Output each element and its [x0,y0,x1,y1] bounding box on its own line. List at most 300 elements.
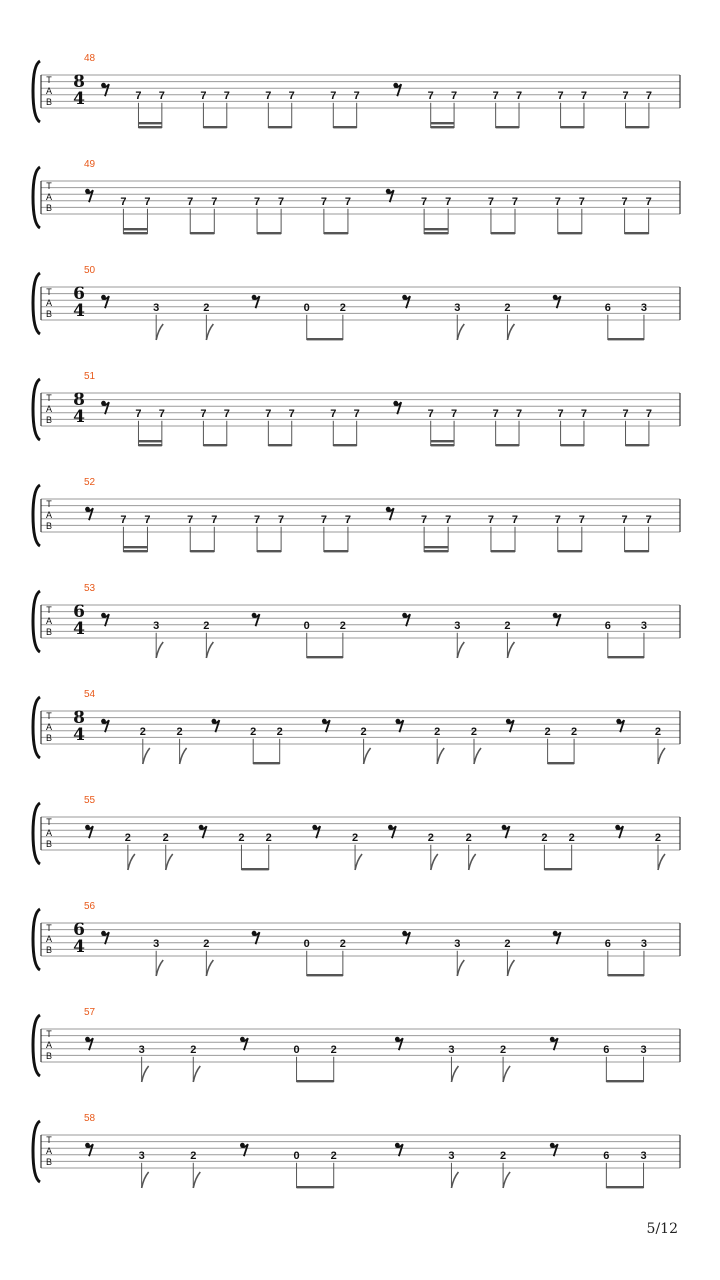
tab-clef-letter: A [45,510,53,520]
eighth-rest [402,295,410,308]
tab-clef-letter: T [46,711,52,721]
fret-number: 7 [580,89,588,102]
eighth-rest [553,931,561,944]
time-signature-bottom: 4 [73,89,85,109]
note-beam [268,444,291,446]
note-flag [166,854,173,870]
fret-number: 7 [445,195,452,208]
fret-number: 6 [604,937,611,950]
eighth-rest [393,83,401,96]
system-brace [33,591,40,652]
note-beam [626,126,649,128]
fret-number: 7 [515,89,523,102]
measure-number: 50 [84,265,96,276]
eighth-rest [101,401,109,414]
eighth-rest [395,719,403,732]
fret-number: 7 [515,407,523,420]
tab-clef-letter: T [46,75,52,85]
fret-number: 7 [158,89,165,102]
fret-number: 0 [303,937,310,950]
fret-number: 3 [640,301,648,314]
fret-number: 7 [278,195,285,208]
time-signature-top: 8 [73,72,85,92]
fret-number: 7 [554,195,561,208]
fret-number: 3 [640,1149,647,1162]
note-beam [424,228,448,230]
fret-number: 0 [303,301,310,314]
note-beam [626,444,649,446]
note-flag [457,960,464,976]
note-flag [128,854,135,870]
eighth-rest [402,931,410,944]
eighth-rest [386,189,394,202]
fret-number: 0 [303,619,310,632]
fret-number: 7 [645,407,652,420]
note-beam [324,232,348,234]
fret-number: 2 [203,619,210,632]
note-beam [307,974,343,976]
note-beam [123,228,147,230]
system-brace [33,61,40,122]
fret-number: 7 [223,407,230,420]
note-flag [355,854,362,870]
note-beam [625,550,649,552]
fret-number: 7 [223,89,230,102]
fret-number: 2 [427,831,434,844]
time-signature-top: 8 [73,708,85,728]
fret-number: 3 [153,937,160,950]
fret-number: 3 [640,937,648,950]
fret-number: 7 [253,513,261,526]
system-brace [33,379,40,440]
fret-number: 7 [288,89,295,102]
fret-number: 7 [253,195,261,208]
fret-number: 3 [640,1043,647,1056]
fret-number: 7 [511,195,519,208]
note-beam [253,762,279,764]
fret-number: 3 [640,619,648,632]
fret-number: 0 [293,1043,300,1056]
note-beam [431,440,454,442]
fret-number: 2 [465,831,472,844]
note-flag [469,854,476,870]
fret-number: 7 [621,195,628,208]
eighth-rest [393,401,401,414]
eighth-rest [85,825,93,838]
note-beam [123,550,147,552]
fret-number: 7 [144,195,151,208]
note-flag [503,1066,510,1082]
fret-number: 2 [124,831,131,844]
tab-clef-letter: T [46,817,52,827]
fret-number: 2 [265,831,272,844]
fret-number: 7 [492,89,499,102]
tab-clef-letter: B [45,945,53,955]
note-flag [206,960,213,976]
note-flag [180,748,187,764]
fret-number: 2 [339,301,346,314]
note-beam [241,868,268,870]
system-brace [33,273,40,334]
note-flag [193,1066,200,1082]
tab-clef-letter: T [46,287,52,297]
fret-number: 7 [487,195,495,208]
note-flag [156,960,163,976]
note-flag [156,642,163,658]
eighth-rest [388,825,396,838]
eighth-rest [553,295,561,308]
note-beam [561,444,584,446]
eighth-rest [550,1143,558,1156]
fret-number: 2 [238,831,245,844]
fret-number: 2 [330,1149,337,1162]
note-flag [193,1172,200,1188]
tab-clef-letter: A [45,1040,53,1050]
fret-number: 7 [645,89,652,102]
system-brace [33,803,40,864]
note-flag [431,854,438,870]
fret-number: 2 [250,725,257,738]
fret-number: 7 [320,195,327,208]
fret-number: 7 [144,513,151,526]
fret-number: 7 [580,407,588,420]
note-beam [431,444,454,446]
note-beam [496,444,519,446]
fret-number: 7 [353,407,360,420]
tab-clef-letter: B [45,1051,53,1061]
system-brace [33,1015,40,1076]
note-beam [138,444,161,446]
measure-number: 48 [84,53,96,64]
fret-number: 3 [138,1149,145,1162]
fret-number: 2 [203,937,210,950]
note-beam [268,126,291,128]
fret-number: 7 [344,513,351,526]
eighth-rest [616,719,624,732]
fret-number: 7 [330,407,337,420]
note-flag [658,854,665,870]
tab-clef-letter: T [46,605,52,615]
note-flag [451,1066,458,1082]
fret-number: 2 [504,619,511,632]
eighth-rest [615,825,623,838]
fret-number: 2 [544,725,551,738]
fret-number: 7 [278,513,285,526]
fret-number: 7 [120,195,127,208]
tab-clef-letter: B [45,839,53,849]
note-beam [608,338,644,340]
note-beam [424,546,448,548]
fret-number: 2 [571,725,578,738]
fret-number: 2 [504,937,511,950]
fret-number: 7 [211,513,218,526]
note-flag [156,324,163,340]
measure-number: 56 [84,901,96,912]
fret-number: 2 [541,831,548,844]
fret-number: 7 [645,195,652,208]
fret-number: 7 [265,89,272,102]
note-flag [142,1066,149,1082]
tab-clef-letter: T [46,499,52,509]
note-beam [431,122,454,124]
fret-number: 7 [622,407,629,420]
fret-number: 2 [352,831,359,844]
fret-number: 2 [162,831,169,844]
system-brace [33,1121,40,1182]
note-beam [257,550,281,552]
tab-clef-letter: T [46,923,52,933]
fret-number: 3 [448,1043,455,1056]
fret-number: 7 [427,407,434,420]
note-beam [297,1080,334,1082]
fret-number: 7 [320,513,327,526]
note-beam [138,122,161,124]
eighth-rest [252,295,260,308]
tab-clef-letter: A [45,616,53,626]
fret-number: 2 [500,1043,507,1056]
fret-number: 2 [190,1043,197,1056]
page-number: 5/12 [646,1221,678,1237]
note-flag [143,748,150,764]
time-signature-bottom: 4 [73,301,85,321]
note-beam [307,338,343,340]
tab-clef-letter: B [45,415,53,425]
note-beam [203,126,226,128]
fret-number: 7 [265,407,272,420]
fret-number: 3 [448,1149,455,1162]
note-flag [507,642,514,658]
tab-clef-letter: T [46,181,52,191]
measure-number: 58 [84,1113,96,1124]
tab-clef-letter: T [46,1135,52,1145]
eighth-rest [85,1037,93,1050]
time-signature-bottom: 4 [73,407,85,427]
note-beam [333,126,356,128]
note-flag [503,1172,510,1188]
fret-number: 7 [421,195,428,208]
measure-number: 55 [84,795,96,806]
measure-number: 57 [84,1007,96,1018]
fret-number: 7 [427,89,434,102]
fret-number: 3 [153,301,160,314]
eighth-rest [312,825,320,838]
measure-number: 52 [84,477,96,488]
eighth-rest [101,613,109,626]
note-beam [608,656,644,658]
fret-number: 7 [554,513,561,526]
note-beam [496,126,519,128]
fret-number: 7 [645,513,652,526]
fret-number: 2 [339,937,346,950]
note-flag [457,642,464,658]
fret-number: 2 [434,725,441,738]
fret-number: 7 [445,513,452,526]
note-flag [507,960,514,976]
measure-number: 54 [84,689,96,700]
fret-number: 2 [330,1043,337,1056]
fret-number: 7 [557,89,564,102]
note-flag [206,324,213,340]
note-beam [424,550,448,552]
tab-clef-letter: B [45,203,53,213]
fret-number: 2 [568,831,575,844]
fret-number: 7 [211,195,218,208]
note-beam [190,550,214,552]
fret-number: 7 [511,513,519,526]
measure-number: 53 [84,583,96,594]
fret-number: 7 [135,89,142,102]
fret-number: 2 [339,619,346,632]
eighth-rest [252,613,260,626]
eighth-rest [506,719,514,732]
note-beam [625,232,649,234]
fret-number: 2 [190,1149,197,1162]
note-flag [451,1172,458,1188]
note-flag [457,324,464,340]
note-beam [558,550,582,552]
fret-number: 2 [360,725,367,738]
tab-clef-letter: A [45,298,53,308]
fret-number: 7 [344,195,351,208]
fret-number: 3 [454,937,461,950]
tab-clef-letter: B [45,521,53,531]
fret-number: 2 [654,725,662,738]
eighth-rest [322,719,330,732]
eighth-rest [85,507,93,520]
tab-clef-letter: A [45,86,53,96]
note-beam [491,232,515,234]
tab-clef-letter: B [45,733,53,743]
eighth-rest [550,1037,558,1050]
note-beam [138,126,161,128]
time-signature-bottom: 4 [73,937,85,957]
fret-number: 7 [487,513,495,526]
time-signature-top: 8 [73,390,85,410]
fret-number: 6 [603,1149,610,1162]
fret-number: 2 [500,1149,507,1162]
note-flag [474,748,481,764]
tab-clef-letter: A [45,934,53,944]
note-beam [203,444,226,446]
note-beam [324,550,348,552]
eighth-rest [386,507,394,520]
note-flag [142,1172,149,1188]
fret-number: 2 [654,831,662,844]
measure-number: 49 [84,159,96,170]
fret-number: 3 [454,619,461,632]
time-signature-top: 6 [73,284,85,304]
tab-clef-letter: T [46,393,52,403]
tab-clef-letter: B [45,1157,53,1167]
eighth-rest [85,1143,93,1156]
fret-number: 3 [153,619,160,632]
eighth-rest [240,1037,248,1050]
note-beam [561,126,584,128]
time-signature-bottom: 4 [73,725,85,745]
fret-number: 7 [187,195,194,208]
note-flag [364,748,371,764]
fret-number: 7 [187,513,194,526]
measure-number: 51 [84,371,96,382]
eighth-rest [402,613,410,626]
tab-clef-letter: B [45,97,53,107]
fret-number: 0 [293,1149,300,1162]
note-flag [507,324,514,340]
fret-number: 7 [621,513,628,526]
note-beam [307,656,343,658]
fret-number: 7 [578,195,585,208]
note-beam [608,974,644,976]
fret-number: 3 [138,1043,145,1056]
system-brace [33,167,40,228]
note-flag [658,748,665,764]
eighth-rest [502,825,510,838]
eighth-rest [240,1143,248,1156]
eighth-rest [101,719,109,732]
fret-number: 7 [578,513,585,526]
tab-clef-letter: A [45,1146,53,1156]
note-beam [297,1186,334,1188]
eighth-rest [211,719,219,732]
fret-number: 7 [451,407,458,420]
note-beam [257,232,281,234]
fret-number: 2 [504,301,511,314]
system-brace [33,485,40,546]
system-brace [33,909,40,970]
tab-clef-letter: A [45,404,53,414]
time-signature-top: 6 [73,602,85,622]
time-signature-top: 6 [73,920,85,940]
note-beam [190,232,214,234]
eighth-rest [199,825,207,838]
time-signature-bottom: 4 [73,619,85,639]
note-beam [424,232,448,234]
fret-number: 6 [604,301,611,314]
eighth-rest [85,189,93,202]
fret-number: 2 [470,725,478,738]
fret-number: 3 [454,301,461,314]
fret-number: 6 [604,619,611,632]
fret-number: 6 [603,1043,610,1056]
fret-number: 7 [200,89,207,102]
tab-clef-letter: A [45,828,53,838]
fret-number: 7 [330,89,337,102]
eighth-rest [395,1037,403,1050]
note-beam [558,232,582,234]
note-beam [123,546,147,548]
fret-number: 7 [421,513,428,526]
fret-number: 7 [200,407,207,420]
eighth-rest [252,931,260,944]
note-beam [606,1080,643,1082]
fret-number: 2 [139,725,146,738]
fret-number: 7 [158,407,165,420]
note-beam [491,550,515,552]
eighth-rest [553,613,561,626]
fret-number: 7 [135,407,142,420]
note-beam [333,444,356,446]
fret-number: 2 [176,725,183,738]
tab-clef-letter: T [46,1029,52,1039]
note-beam [138,440,161,442]
note-flag [206,642,213,658]
system-brace [33,697,40,758]
fret-number: 7 [622,89,629,102]
note-beam [606,1186,643,1188]
fret-number: 7 [557,407,564,420]
fret-number: 7 [288,407,295,420]
note-flag [437,748,444,764]
